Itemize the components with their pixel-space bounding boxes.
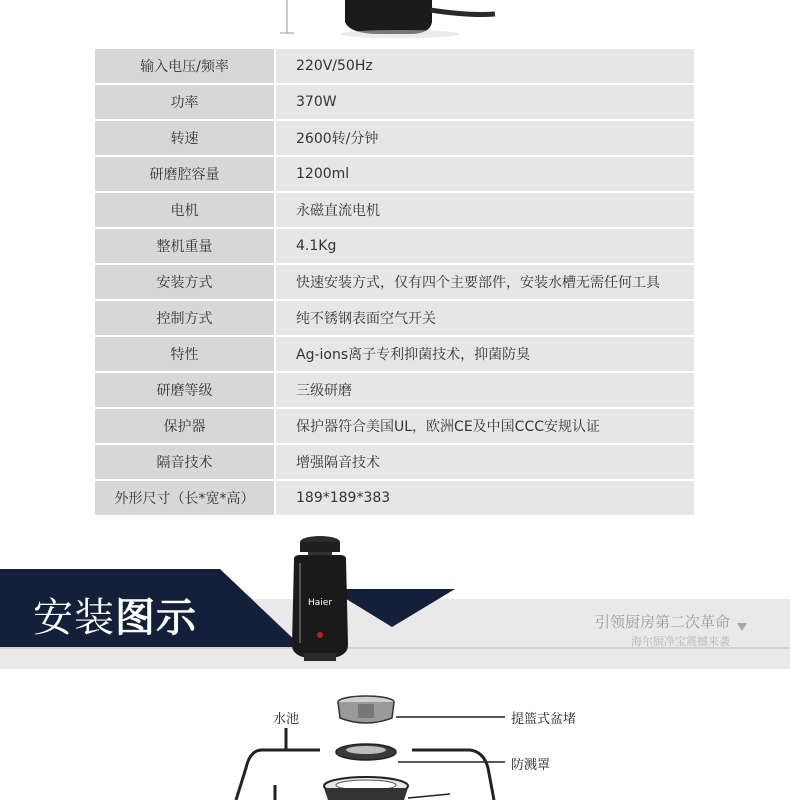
- spec-row: [95, 372, 694, 408]
- spec-value: 永磁直流电机: [275, 192, 694, 228]
- label-sink: 水池: [273, 712, 300, 727]
- spec-row: [95, 480, 694, 516]
- spec-key: 电机: [95, 192, 275, 228]
- triangle-down-icon: [736, 622, 748, 632]
- spec-value: 保护器符合美国UL，欧洲CE及中国CCC安规认证: [275, 408, 694, 444]
- spec-value: 370W: [275, 84, 694, 120]
- spec-row: [95, 336, 694, 372]
- spec-value: 189*189*383: [275, 480, 694, 516]
- disposer-product-image: [286, 535, 354, 667]
- spec-key: 输入电压/频率: [95, 49, 275, 84]
- spec-value: 220V/50Hz: [275, 49, 694, 84]
- spec-key: 安装方式: [95, 264, 275, 300]
- spec-row: [95, 192, 694, 228]
- spec-row: [95, 84, 694, 120]
- banner-title: 安装图示: [33, 595, 197, 641]
- spec-table: [95, 49, 694, 517]
- spec-row: [95, 49, 694, 84]
- spec-key: 外形尺寸（长*宽*高）: [95, 480, 275, 516]
- spec-row: [95, 156, 694, 192]
- label-basket-stopper: 提篮式盆堵: [511, 712, 577, 727]
- spec-value: Ag-ions离子专利抑菌技术，抑菌防臭: [275, 336, 694, 372]
- spec-value: 三级研磨: [275, 372, 694, 408]
- label-splash-guard: 防溅罩: [511, 758, 551, 773]
- spec-row: [95, 264, 694, 300]
- spec-row: [95, 408, 694, 444]
- spec-value: 增强隔音技术: [275, 444, 694, 480]
- brand-logo: Haier: [308, 598, 333, 608]
- spec-key: 隔音技术: [95, 444, 275, 480]
- spec-value: 1200ml: [275, 156, 694, 192]
- spec-value: 纯不锈钢表面空气开关: [275, 300, 694, 336]
- spec-key: 特性: [95, 336, 275, 372]
- spec-key: 功率: [95, 84, 275, 120]
- spec-value: 2600转/分钟: [275, 120, 694, 156]
- spec-key: 整机重量: [95, 228, 275, 264]
- spec-key: 转速: [95, 120, 275, 156]
- banner-subline: 海尔厨净宝震撼来袭: [631, 635, 730, 648]
- spec-key: 控制方式: [95, 300, 275, 336]
- spec-key: 研磨等级: [95, 372, 275, 408]
- spec-row: [95, 228, 694, 264]
- installation-diagram: [0, 690, 790, 800]
- product-base-image: [0, 0, 790, 48]
- spec-value: 快速安装方式，仅有四个主要部件，安装水槽无需任何工具: [275, 264, 694, 300]
- spec-row: [95, 444, 694, 480]
- spec-row: [95, 300, 694, 336]
- spec-key: 保护器: [95, 408, 275, 444]
- spec-value: 4.1Kg: [275, 228, 694, 264]
- spec-row: [95, 120, 694, 156]
- spec-key: 研磨腔容量: [95, 156, 275, 192]
- banner-tagline: 引领厨房第二次革命: [594, 613, 730, 631]
